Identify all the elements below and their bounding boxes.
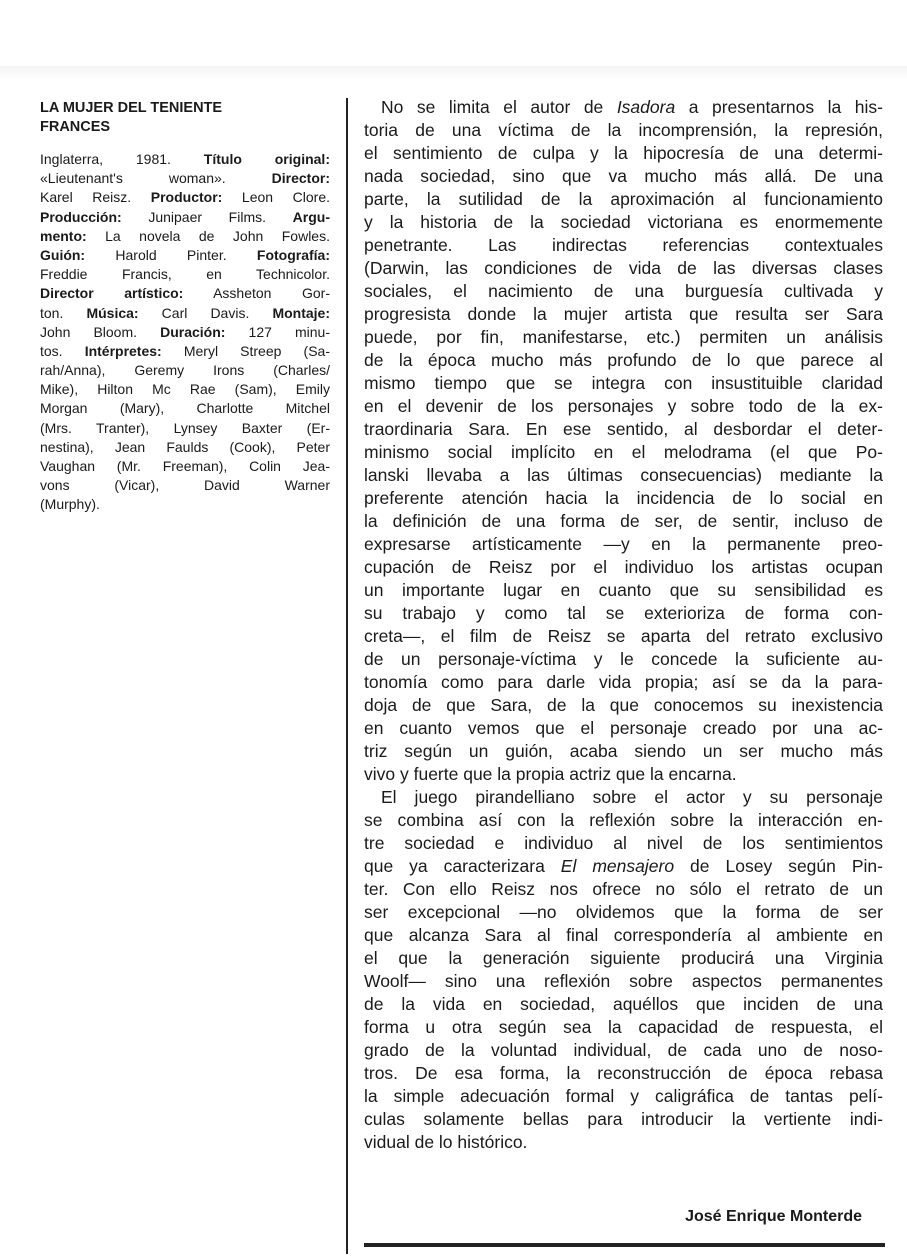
article-line: [364, 464, 883, 487]
credit-line: [40, 304, 330, 323]
film-title-line: LA MUJER DEL TENIENTE: [40, 100, 223, 116]
text-run: triz según un guión, acaba siendo un ser mucho más: [364, 741, 883, 761]
article-line: [364, 694, 883, 717]
credit-line: [40, 495, 330, 514]
article-line: [364, 280, 883, 303]
article-line: [364, 832, 883, 855]
credit-line: [40, 323, 330, 342]
article-line: [364, 809, 883, 832]
article-line: [364, 96, 883, 119]
text-run: de un personaje-víctima y le concede la suficiente au-: [364, 649, 883, 669]
credit-label: Guión:: [40, 246, 86, 263]
article-line: [364, 234, 883, 257]
credit-line: [40, 438, 330, 457]
text-run: Mike), Hilton Mc Rae (Sam), Emily: [40, 381, 330, 398]
text-run: ser excepcional —no olvidemos que la forma de ser: [364, 902, 883, 922]
credit-line: [40, 188, 330, 207]
credit-line: [40, 399, 330, 418]
text-run: (Mrs. Tranter), Lynsey Baxter (Er-: [40, 419, 330, 436]
text-run: «Lieutenant's woman».: [40, 170, 272, 187]
text-run: nestina), Jean Faulds (Cook), Peter: [40, 438, 330, 455]
text-run: tonomía como para darle vida propia; así se da la para-: [364, 672, 883, 692]
credit-line: [40, 361, 330, 380]
text-run: cupación de Reisz por el individuo los artistas ocupan: [364, 557, 883, 577]
article-line: [364, 1108, 883, 1131]
article-line: [364, 119, 883, 142]
text-run: traordinaria Sara. En ese sentido, al desbordar el deter-: [364, 419, 883, 439]
article-line: [364, 326, 883, 349]
text-run: de Losey según Pin-: [674, 856, 883, 876]
credit-line: [40, 476, 330, 495]
text-run: ter. Con ello Reisz nos ofrece no sólo el retrato de un: [364, 879, 883, 899]
article-line: [364, 211, 883, 234]
article-line: [364, 786, 883, 809]
text-run: Leon Clore.: [222, 189, 330, 206]
text-run: rah/Anna), Geremy Irons (Charles/: [40, 362, 330, 379]
article-line: [364, 142, 883, 165]
column-divider: [346, 98, 348, 1254]
text-run: vons (Vicar), David Warner: [40, 477, 330, 494]
text-run: Freddie Francis, en Technicolor.: [40, 266, 330, 283]
text-run: la definición de una forma de ser, de sentir, incluso de: [364, 511, 883, 531]
article-line: [364, 418, 883, 441]
credit-label: Título original:: [203, 151, 330, 167]
text-run: tos.: [40, 342, 85, 359]
text-run: vidual de lo histórico.: [364, 1132, 528, 1152]
text-run: su trabajo y como tal se exterioriza de forma con-: [364, 603, 883, 623]
text-run: preferente atención hacia la incidencia de lo social en: [364, 488, 883, 508]
film-title: [40, 99, 330, 137]
text-run: de la época mucho más profundo de lo que parece al: [364, 350, 883, 370]
article-line: [364, 395, 883, 418]
article-line: [364, 1131, 883, 1154]
text-run: El juego pirandelliano sobre el actor y su personaje: [381, 787, 883, 807]
credit-label: Duración:: [160, 323, 226, 340]
credit-label: Productor:: [150, 189, 223, 206]
credit-label: mento:: [40, 227, 87, 244]
credit-line: [40, 419, 330, 438]
text-run: John Bloom.: [40, 323, 161, 340]
author-signature: José Enrique Monterde: [685, 1208, 862, 1225]
review-body: [364, 96, 883, 1154]
text-run: lanski llevaba a las últimas consecuencias) mediante la: [364, 465, 883, 485]
credit-line: [40, 169, 330, 188]
credits-column: [40, 99, 330, 515]
text-run: Morgan (Mary), Charlotte Mitchel: [40, 400, 330, 417]
text-run: progresista donde la mujer artista que resulta ser Sara: [364, 304, 883, 324]
credit-line: [40, 342, 330, 361]
text-run: en el devenir de los personajes y sobre todo de la ex-: [364, 396, 883, 416]
article-line: [364, 602, 883, 625]
film-title-ref: El mensajero: [560, 856, 675, 876]
credit-label: Intérpretes:: [84, 342, 162, 359]
text-run: No se limita el autor de: [381, 97, 617, 117]
text-run: Assheton Gor-: [183, 285, 330, 302]
text-run: el que la generación siguiente producirá una Virginia: [364, 948, 883, 968]
article-line: [364, 740, 883, 763]
article-line: [364, 441, 883, 464]
article-line: [364, 1062, 883, 1085]
credit-label: Fotografía:: [256, 246, 330, 263]
text-run: doja de que Sara, de la que conocemos su inexistencia: [364, 695, 883, 715]
article-line: [364, 165, 883, 188]
text-run: Karel Reisz.: [40, 189, 151, 206]
credit-line: [40, 227, 330, 246]
credit-label: Producción:: [40, 208, 122, 225]
credit-line: [40, 284, 330, 303]
film-title-ref: Isadora: [616, 97, 676, 117]
text-run: ton.: [40, 304, 87, 321]
article-line: [364, 1039, 883, 1062]
article-line: [364, 717, 883, 740]
article-line: [364, 671, 883, 694]
article-line: [364, 947, 883, 970]
article-line: [364, 257, 883, 280]
article-line: [364, 556, 883, 579]
article-line: [364, 901, 883, 924]
article-line: [364, 510, 883, 533]
text-run: Vaughan (Mr. Freeman), Colin Jea-: [40, 458, 330, 474]
text-run: minismo social implícito en el melodrama (el que Po-: [364, 442, 883, 462]
credit-label: Argu-: [292, 208, 330, 225]
article-line: [364, 763, 883, 786]
text-run: culas solamente bellas para introducir la vertiente indi-: [364, 1109, 883, 1129]
article-line: [364, 1085, 883, 1108]
article-line: [364, 855, 883, 878]
text-run: parte, la sutilidad de la aproximación al funcionamiento: [364, 189, 883, 209]
article-line: [364, 372, 883, 395]
credit-line: [40, 150, 330, 169]
text-run: tre sociedad e individuo al nivel de los sentimientos: [364, 833, 883, 853]
text-run: (Darwin, las condiciones de vida de las diversas clases: [364, 258, 883, 278]
text-run: y la historia de la sociedad victoriana es enormemente: [364, 212, 883, 232]
text-run: Junipaer Films.: [121, 208, 293, 225]
credit-label: Director artístico:: [40, 285, 184, 302]
article-line: [364, 625, 883, 648]
article-line: [364, 349, 883, 372]
credit-line: [40, 265, 330, 284]
text-run: creta—, el film de Reisz se aparta del retrato exclusivo: [364, 626, 883, 646]
credit-label: Montaje:: [272, 304, 330, 321]
text-run: que ya caracterizara: [364, 856, 561, 876]
text-run: penetrante. Las indirectas referencias contextuales: [364, 235, 883, 255]
scan-shadow-band: [0, 66, 907, 80]
text-run: de la vida en sociedad, aquéllos que inciden de una: [364, 994, 883, 1014]
article-line: [364, 970, 883, 993]
article-line: [364, 1016, 883, 1039]
text-run: Harold Pinter.: [85, 246, 257, 263]
text-run: Woolf— sino una reflexión sobre aspectos permanentes: [364, 971, 883, 991]
article-line: [364, 303, 883, 326]
text-run: mismo tiempo que se integra con insustituible claridad: [364, 373, 883, 393]
credit-label: Música:: [86, 304, 139, 321]
article-line: [364, 579, 883, 602]
text-run: grado de la voluntad individual, de cada uno de noso-: [364, 1040, 883, 1060]
credit-line: [40, 246, 330, 265]
text-run: 127 minu-: [225, 323, 330, 340]
text-run: (Murphy).: [40, 496, 100, 513]
text-run: a presentarnos la his-: [675, 97, 883, 117]
article-line: [364, 648, 883, 671]
article-line: [364, 533, 883, 556]
bottom-rule: [364, 1243, 885, 1247]
text-run: puede, por fin, manifestarse, etc.) permiten un análisis: [364, 327, 883, 347]
text-run: un importante lugar en cuanto que su sensibilidad es: [364, 580, 883, 600]
text-run: nada sociedad, sino que va mucho más allá. De una: [364, 166, 883, 186]
text-run: la simple adecuación formal y caligráfica de tantas pelí-: [364, 1086, 883, 1106]
text-run: Carl Davis.: [138, 304, 273, 321]
text-run: expresarse artísticamente —y en la permanente preo-: [364, 534, 883, 554]
text-run: Meryl Streep (Sa-: [161, 342, 330, 359]
credit-line: [40, 380, 330, 399]
text-run: se combina así con la reflexión sobre la interacción en-: [364, 810, 883, 830]
credit-line: [40, 457, 330, 476]
article-line: [364, 924, 883, 947]
article-line: [364, 878, 883, 901]
credit-label: Director:: [271, 170, 330, 187]
film-credits: [40, 150, 330, 515]
film-title-line: FRANCES: [40, 119, 111, 135]
text-run: Inglaterra, 1981.: [40, 151, 204, 167]
article-line: [364, 487, 883, 510]
text-run: tros. De esa forma, la reconstrucción de época rebasa: [364, 1063, 883, 1083]
text-run: toria de una víctima de la incomprensión, la represión,: [364, 120, 883, 140]
text-run: en cuanto vemos que el personaje creado por una ac-: [364, 718, 883, 738]
text-run: forma u otra según sea la capacidad de respuesta, el: [364, 1017, 883, 1037]
text-run: La novela de John Fowles.: [86, 227, 330, 244]
text-run: vivo y fuerte que la propia actriz que la encarna.: [364, 764, 737, 784]
text-run: que alcanza Sara al final correspondería al ambiente en: [364, 925, 883, 945]
text-run: el sentimiento de culpa y la hipocresía de una determi-: [364, 143, 883, 163]
credit-line: [40, 208, 330, 227]
article-line: [364, 993, 883, 1016]
text-run: sociales, el nacimiento de una burguesía cultivada y: [364, 281, 883, 301]
article-line: [364, 188, 883, 211]
